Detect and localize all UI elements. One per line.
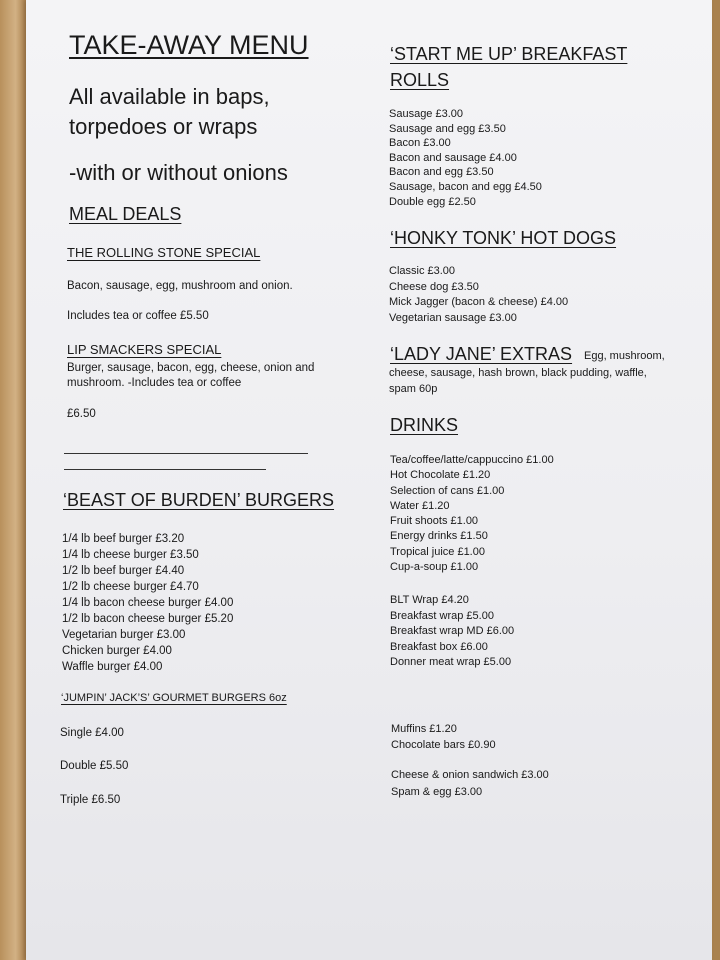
hotdog-item: Vegetarian sausage £3.00 xyxy=(389,311,517,324)
burgers-heading: ‘BEAST OF BURDEN’ BURGERS xyxy=(63,490,335,510)
wrap-item: Breakfast wrap MD £6.00 xyxy=(390,625,515,638)
extras-line-2: cheese, sausage, hash brown, black pudding, waffle, xyxy=(389,367,647,379)
divider-line-1 xyxy=(64,453,308,454)
burger-item: Chicken burger £4.00 xyxy=(62,645,172,657)
wrap-item: BLT Wrap £4.20 xyxy=(390,594,469,606)
sandwich-item: Spam & egg £3.00 xyxy=(391,786,483,798)
gourmet-double: Double £5.50 xyxy=(60,760,129,772)
lip-smackers-line-2: mushroom. -Includes tea or coffee xyxy=(67,377,242,389)
extras-line-1: Egg, mushroom, xyxy=(584,350,665,362)
breakfast-item: Bacon and egg £3.50 xyxy=(389,166,494,179)
wooden-table-left xyxy=(0,0,26,960)
drink-item: Energy drinks £1.50 xyxy=(390,530,488,543)
menu-title: TAKE-AWAY MENU xyxy=(69,30,309,60)
drinks-heading: DRINKS xyxy=(390,415,459,435)
snack-item: Chocolate bars £0.90 xyxy=(391,739,496,751)
burger-item: 1/2 lb beef burger £4.40 xyxy=(62,565,185,577)
breakfast-item: Double egg £2.50 xyxy=(389,195,476,208)
hotdog-item: Cheese dog £3.50 xyxy=(389,280,479,293)
menu-sheet xyxy=(26,0,712,960)
burgers-list xyxy=(62,531,233,675)
burger-item: 1/2 lb bacon cheese burger £5.20 xyxy=(62,613,234,625)
availability-line-2: torpedoes or wraps xyxy=(69,114,258,139)
burger-item: Waffle burger £4.00 xyxy=(62,661,163,673)
breakfast-item: Sausage and egg £3.50 xyxy=(389,122,506,135)
wooden-table-right xyxy=(712,0,720,960)
lip-smackers-line-1: Burger, sausage, bacon, egg, cheese, onion and xyxy=(67,362,315,374)
drink-item: Tropical juice £1.00 xyxy=(390,545,485,558)
breakfast-item: Bacon £3.00 xyxy=(389,137,451,150)
lip-smackers-heading: LIP SMACKERS SPECIAL xyxy=(67,342,222,357)
snacks-list xyxy=(391,721,496,753)
drink-item: Water £1.20 xyxy=(390,499,450,512)
wrap-item: Donner meat wrap £5.00 xyxy=(390,656,512,669)
breakfast-list xyxy=(389,107,542,209)
burger-item: 1/4 lb cheese burger £3.50 xyxy=(62,549,199,561)
hotdog-item: Classic £3.00 xyxy=(389,265,456,277)
drink-item: Selection of cans £1.00 xyxy=(390,484,505,497)
gourmet-heading: ‘JUMPIN’ JACK’S’ GOURMET BURGERS 6oz xyxy=(61,692,287,704)
gourmet-single: Single £4.00 xyxy=(60,727,124,739)
breakfast-item: Bacon and sausage £4.00 xyxy=(389,151,517,164)
hotdogs-list xyxy=(389,264,568,326)
sandwiches-list xyxy=(391,767,549,801)
burger-item: Vegetarian burger £3.00 xyxy=(62,629,186,641)
rolling-stone-heading: THE ROLLING STONE SPECIAL xyxy=(67,245,261,260)
wrap-item: Breakfast box £6.00 xyxy=(390,640,488,653)
extras-heading: ‘LADY JANE’ EXTRAS xyxy=(390,344,573,364)
gourmet-triple: Triple £6.50 xyxy=(60,794,121,806)
breakfast-heading-line-1: ‘START ME UP’ BREAKFAST xyxy=(390,44,628,64)
extras-line-3: spam 60p xyxy=(389,383,438,395)
burger-item: 1/4 lb beef burger £3.20 xyxy=(62,533,185,545)
breakfast-item: Sausage £3.00 xyxy=(389,108,464,120)
burger-item: 1/2 lb cheese burger £4.70 xyxy=(62,581,199,593)
hotdog-item: Mick Jagger (bacon & cheese) £4.00 xyxy=(389,296,569,309)
rolling-stone-contents: Bacon, sausage, egg, mushroom and onion. xyxy=(67,280,293,292)
breakfast-heading-line-2: ROLLS xyxy=(390,70,450,90)
drink-item: Fruit shoots £1.00 xyxy=(390,515,479,528)
wraps-list xyxy=(390,593,514,671)
snack-item: Muffins £1.20 xyxy=(391,723,457,735)
availability-line-1: All available in baps, xyxy=(69,84,270,109)
hotdogs-heading: ‘HONKY TONK’ HOT DOGS xyxy=(390,228,617,248)
divider-line-2 xyxy=(64,469,266,470)
drinks-list xyxy=(390,453,554,575)
breakfast-item: Sausage, bacon and egg £4.50 xyxy=(389,180,542,193)
drink-item: Cup-a-soup £1.00 xyxy=(390,561,479,574)
rolling-stone-price: Includes tea or coffee £5.50 xyxy=(67,310,209,322)
drink-item: Hot Chocolate £1.20 xyxy=(390,469,491,482)
lip-smackers-price: £6.50 xyxy=(67,408,96,420)
sandwich-item: Cheese & onion sandwich £3.00 xyxy=(391,769,549,781)
onions-note: -with or without onions xyxy=(69,160,288,185)
meal-deals-heading: MEAL DEALS xyxy=(69,204,182,224)
drink-item: Tea/coffee/latte/cappuccino £1.00 xyxy=(390,454,554,466)
burger-item: 1/4 lb bacon cheese burger £4.00 xyxy=(62,597,234,609)
wrap-item: Breakfast wrap £5.00 xyxy=(390,609,494,622)
